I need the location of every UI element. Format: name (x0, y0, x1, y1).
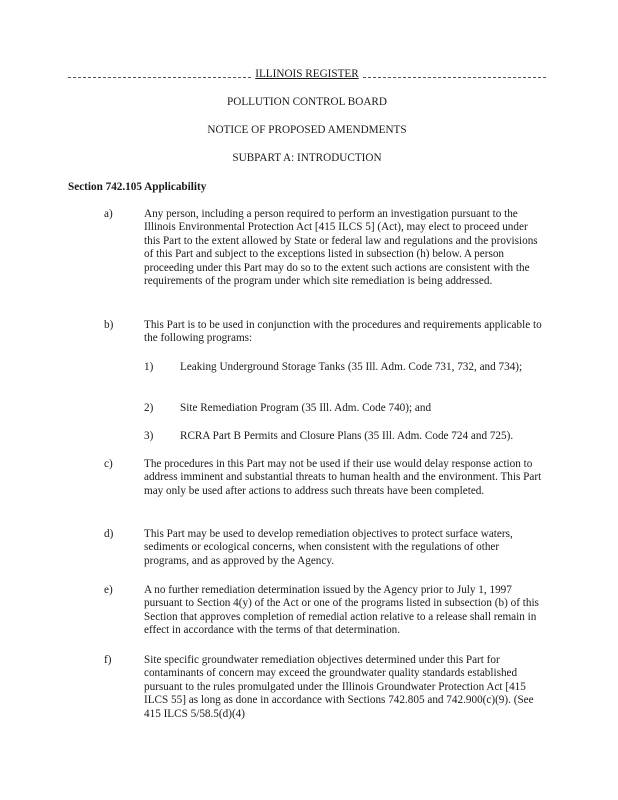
paragraph-text: This Part may be used to develop remediation objectives to protect surface waters, sediments or ecological concerns, when consistent with the regulations of other programs, and as approved by the Agency. (144, 528, 513, 567)
board-name: POLLUTION CONTROL BOARD (227, 96, 387, 108)
register-title: ILLINOIS REGISTER (251, 68, 362, 80)
paragraph-label: c) (104, 458, 113, 470)
subitem-text: Site Remediation Program (35 Ill. Adm. Code 740); and (180, 402, 432, 414)
paragraph-label: a) (104, 208, 113, 220)
subitem-label: 2) (144, 402, 154, 414)
paragraph-text: Site specific groundwater remediation objectives determined under this Part for contaminants of concern may exceed the groundwater quality standards established pursuant to the rules promulgated under the Illinois Groundwater Protection Act [415 ILCS 55] as long as done in accordance with Sections 742.805 and 742.900(c)(9). (See 415 ILCS 5/58.5(d)(4) (144, 654, 534, 720)
subitem-label: 3) (144, 430, 154, 442)
notice-title: NOTICE OF PROPOSED AMENDMENTS (207, 124, 407, 136)
register-header (68, 68, 546, 80)
subitem-text: RCRA Part B Permits and Closure Plans (35 Ill. Adm. Code 724 and 725). (180, 430, 514, 442)
subpart-title: SUBPART A: INTRODUCTION (232, 152, 382, 164)
paragraph-text: Any person, including a person required to perform an investigation pursuant to the Illinois Environmental Protection Act [415 ILCS 5] (Act), may elect to proceed under this Part to the extent allowed by State or federal law and regulations and the provisions of this Part and subject to the exceptions listed in subsection (h) below. A person proceeding under this Part may do so to the extent such actions are consistent with the requirements of the program under which site remediation is being addressed. (144, 208, 538, 288)
subitem-text: Leaking Underground Storage Tanks (35 Ill. Adm. Code 731, 732, and 734); (180, 361, 523, 373)
paragraph-text: A no further remediation determination issued by the Agency prior to July 1, 1997 pursuant to Section 4(y) of the Act or one of the programs listed in subsection (b) of this Section that approves completion of remedial action relative to a release shall remain in effect in accordance with the terms of that determination. (144, 584, 539, 637)
paragraph-text: This Part is to be used in conjunction with the procedures and requirements applicable to the following programs: (144, 319, 542, 345)
paragraph-label: e) (104, 584, 113, 596)
paragraph-text: The procedures in this Part may not be used if their use would delay response action to address imminent and substantial threats to human health and the environment. This Part may only be used after actions to address such threats have been completed. (144, 458, 542, 497)
paragraph-label: f) (104, 654, 112, 666)
section-heading: Section 742.105 Applicability (68, 181, 207, 193)
paragraph-label: d) (104, 528, 114, 540)
paragraph-label: b) (104, 319, 114, 331)
subitem-label: 1) (144, 361, 154, 373)
